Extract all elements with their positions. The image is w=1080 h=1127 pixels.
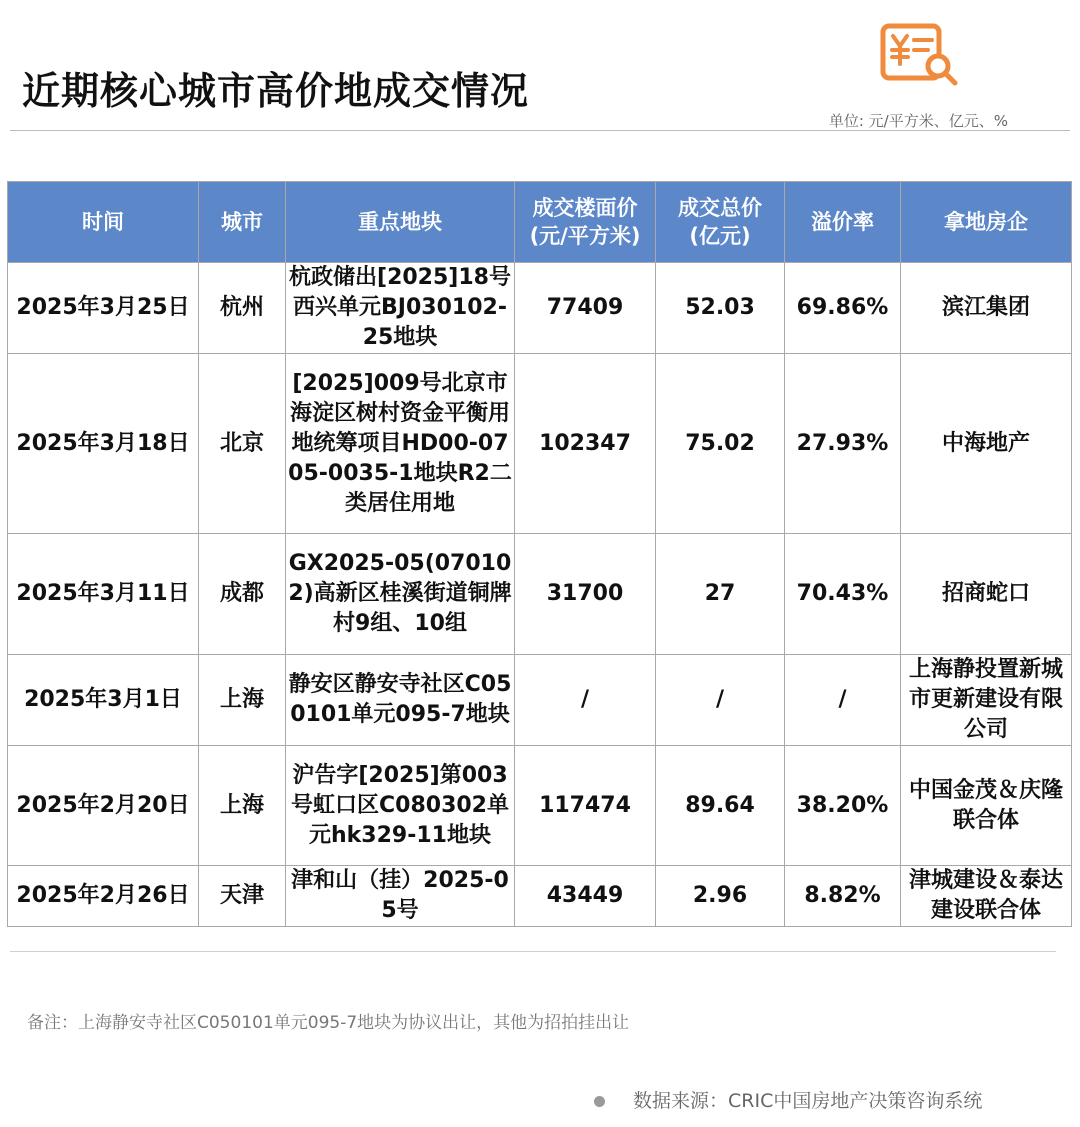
cell-floor-price: / [515,655,656,746]
cell-plot: 津和山（挂）2025-05号 [286,866,515,927]
table-row [8,263,1072,354]
cell-developer: 津城建设＆泰达建设联合体 [901,866,1072,927]
cell-total-price: 27 [656,534,785,655]
table-row [8,534,1072,655]
data-source [594,1086,982,1113]
cell-premium: 69.86% [785,263,901,354]
bullet-dot-icon [594,1096,605,1107]
cell-city: 北京 [199,354,286,534]
cell-date: 2025年2月26日 [8,866,199,927]
cell-total-price: 2.96 [656,866,785,927]
cell-plot: 杭政储出[2025]18号 西兴单元BJ030102-25地块 [286,263,515,354]
footer-divider [10,951,1056,952]
column-header-date: 时间 [8,182,199,263]
table-row [8,655,1072,746]
cell-premium: 38.20% [785,746,901,866]
page-title: 近期核心城市高价地成交情况 [22,69,530,113]
cell-date: 2025年3月11日 [8,534,199,655]
cell-total-price: 75.02 [656,354,785,534]
cell-plot: GX2025-05(070102)高新区桂溪街道铜牌村9组、10组 [286,534,515,655]
footnote: 备注：上海静安寺社区C050101单元095-7地块为协议出让，其他为招拍挂出让 [27,1013,630,1033]
column-header-floor-price: 成交楼面价 (元/平方米) [515,182,656,263]
cell-floor-price: 43449 [515,866,656,927]
cell-date: 2025年3月1日 [8,655,199,746]
cell-developer: 上海静投置新城市更新建设有限公司 [901,655,1072,746]
cell-date: 2025年3月25日 [8,263,199,354]
data-source-text: 数据来源：CRIC中国房地产决策咨询系统 [633,1090,983,1112]
table-header-row [8,182,1072,263]
column-header-developer: 拿地房企 [901,182,1072,263]
cell-developer: 中国金茂＆庆隆联合体 [901,746,1072,866]
cell-city: 天津 [199,866,286,927]
cell-developer: 滨江集团 [901,263,1072,354]
column-header-premium: 溢价率 [785,182,901,263]
unit-note: 单位: 元/平方米、亿元、% [828,112,1008,130]
column-header-total-price: 成交总价 (亿元) [656,182,785,263]
cell-floor-price: 102347 [515,354,656,534]
cell-plot: 静安区静安寺社区C050101单元095-7地块 [286,655,515,746]
cell-premium: 70.43% [785,534,901,655]
table-row [8,354,1072,534]
cell-developer: 中海地产 [901,354,1072,534]
cell-premium: / [785,655,901,746]
land-deals-table [7,181,1072,927]
cell-city: 上海 [199,655,286,746]
cell-floor-price: 77409 [515,263,656,354]
table-row [8,746,1072,866]
cell-plot: 沪告字[2025]第003号虹口区C080302单元hk329-11地块 [286,746,515,866]
cell-city: 成都 [199,534,286,655]
cell-premium: 27.93% [785,354,901,534]
cell-developer: 招商蛇口 [901,534,1072,655]
column-header-city: 城市 [199,182,286,263]
cell-date: 2025年2月20日 [8,746,199,866]
price-search-icon [880,22,962,86]
cell-floor-price: 117474 [515,746,656,866]
cell-total-price: 52.03 [656,263,785,354]
table-row [8,866,1072,927]
cell-city: 上海 [199,746,286,866]
cell-city: 杭州 [199,263,286,354]
cell-total-price: 89.64 [656,746,785,866]
cell-date: 2025年3月18日 [8,354,199,534]
cell-premium: 8.82% [785,866,901,927]
column-header-plot: 重点地块 [286,182,515,263]
cell-total-price: / [656,655,785,746]
cell-plot: [2025]009号北京市海淀区树村资金平衡用地统筹项目HD00-0705-0035-1地块R2二类居住用地 [286,354,515,534]
cell-floor-price: 31700 [515,534,656,655]
